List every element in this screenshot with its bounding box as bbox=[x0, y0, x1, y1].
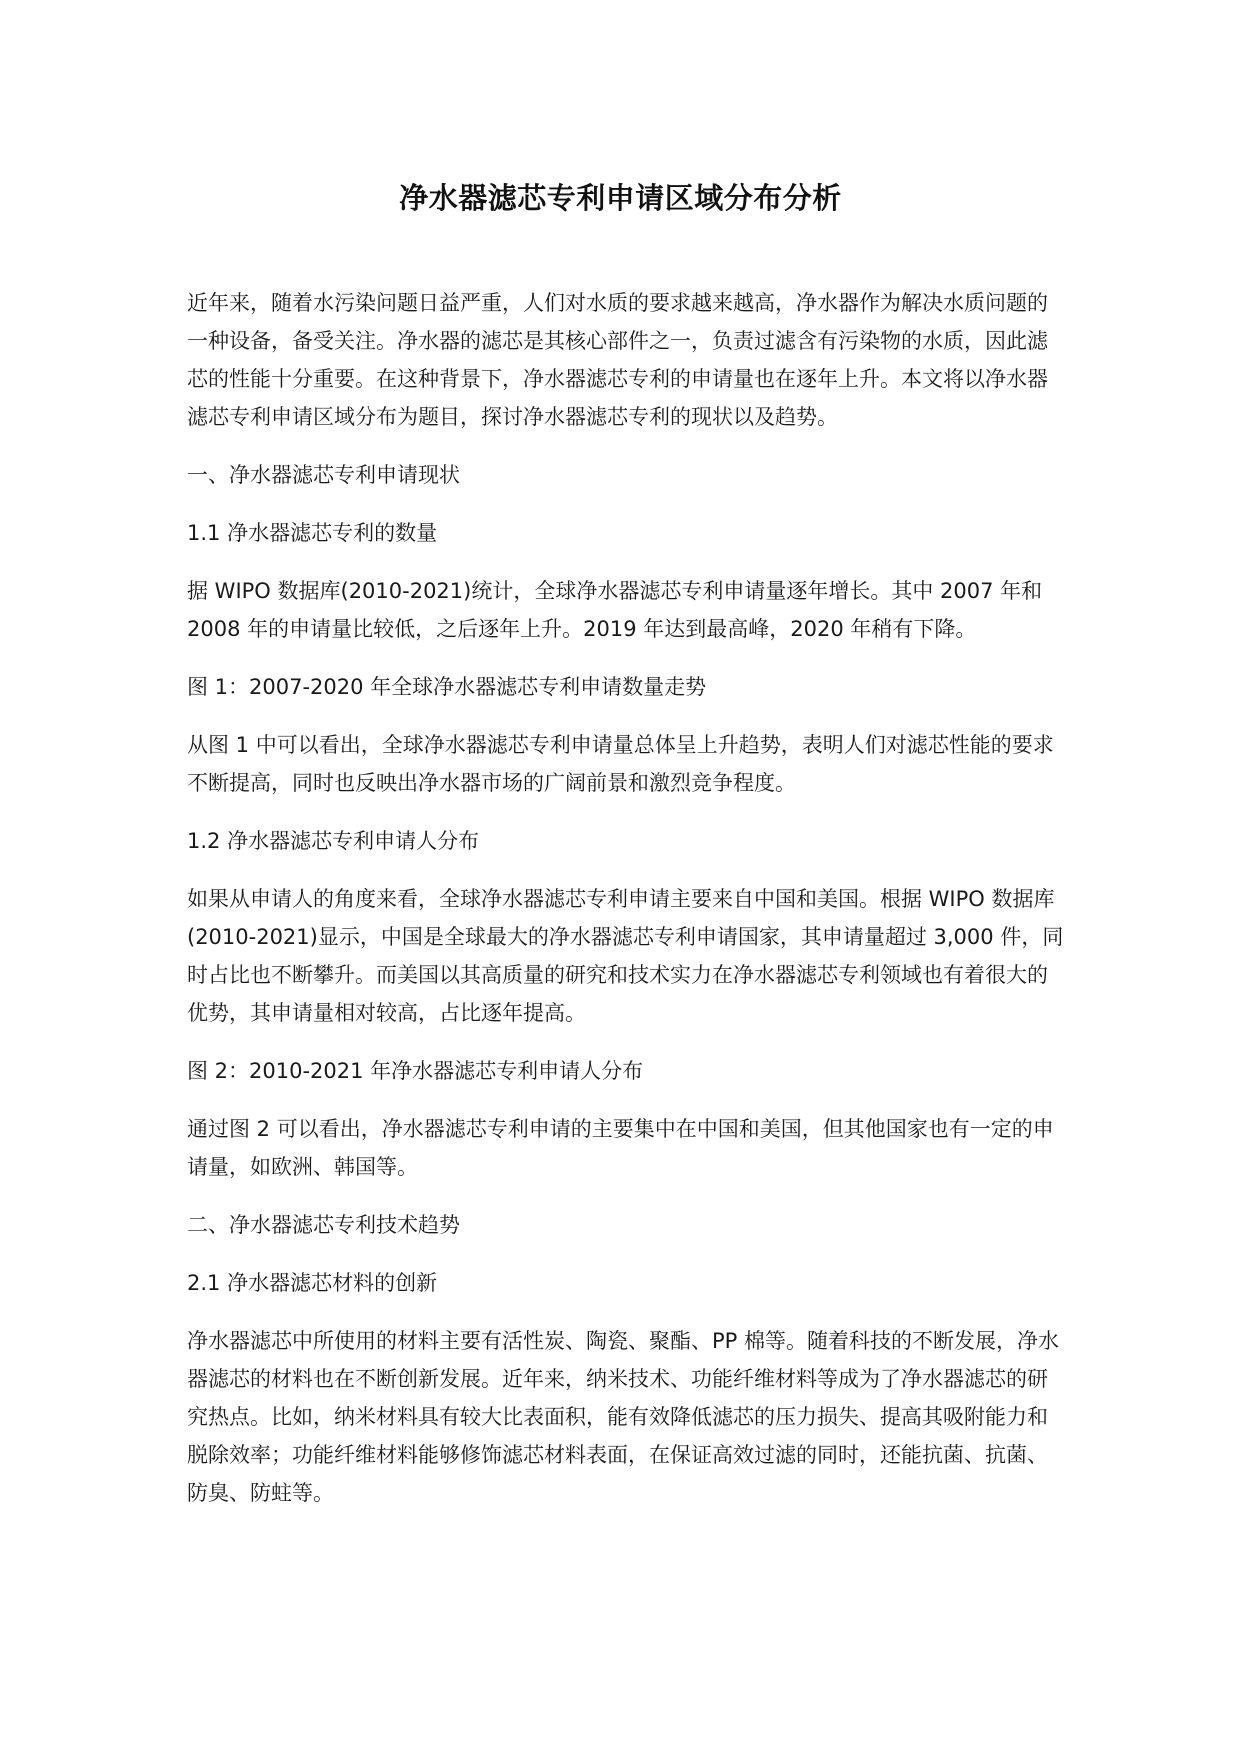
subsection-heading-1-2: 1.2 净水器滤芯专利申请人分布 bbox=[187, 829, 480, 853]
document-title: 净水器滤芯专利申请区域分布分析 bbox=[399, 181, 842, 215]
section-heading-1: 一、净水器滤芯专利申请现状 bbox=[187, 463, 460, 487]
subsection-heading-2-1: 2.1 净水器滤芯材料的创新 bbox=[187, 1271, 438, 1295]
paragraph-figure-1-analysis: 从图 1 中可以看出，全球净水器滤芯专利申请量总体呈上升趋势，表明人们对滤芯性能的要求不断提高，同时也反映出净水器市场的广阔前景和激烈竞争程度。 bbox=[187, 733, 1054, 795]
paragraph-applicant-distribution: 如果从申请人的角度来看，全球净水器滤芯专利申请主要来自中国和美国。根据 WIPO 数据库(2010-2021)显示，中国是全球最大的净水器滤芯专利申请国家，其申请量超过 3,000 件，同时占比也不断攀升。而美国以其高质量的研究和技术实力在净水器滤芯专利领域也有着很大的优势，其申请量相对较高，占比逐年提高。 bbox=[187, 887, 1064, 1025]
intro-paragraph: 近年来，随着水污染问题日益严重，人们对水质的要求越来越高，净水器作为解决水质问题的一种设备，备受关注。净水器的滤芯是其核心部件之一，负责过滤含有污染物的水质，因此滤芯的性能十分重要。在这种背景下，净水器滤芯专利的申请量也在逐年上升。本文将以净水器滤芯专利申请区域分布为题目，探讨净水器滤芯专利的现状以及趋势。 bbox=[187, 291, 1048, 429]
paragraph-figure-2-analysis: 通过图 2 可以看出，净水器滤芯专利申请的主要集中在中国和美国，但其他国家也有一定的申请量，如欧洲、韩国等。 bbox=[187, 1117, 1054, 1179]
paragraph-material-innovation: 净水器滤芯中所使用的材料主要有活性炭、陶瓷、聚酯、PP 棉等。随着科技的不断发展，净水器滤芯的材料也在不断创新发展。近年来，纳米技术、功能纤维材料等成为了净水器滤芯的研究热点。比如，纳米材料具有较大比表面积，能有效降低滤芯的压力损失、提高其吸附能力和脱除效率；功能纤维材料能够修饰滤芯材料表面，在保证高效过滤的同时，还能抗菌、抗菌、防臭、防蛀等。 bbox=[187, 1329, 1059, 1505]
paragraph-patent-count: 据 WIPO 数据库(2010-2021)统计，全球净水器滤芯专利申请量逐年增长。其中 2007 年和 2008 年的申请量比较低，之后逐年上升。2019 年达到最高峰，2020 年稍有下降。 bbox=[187, 579, 1043, 641]
figure-caption-1: 图 1：2007-2020 年全球净水器滤芯专利申请数量走势 bbox=[187, 675, 707, 699]
figure-caption-2: 图 2：2010-2021 年净水器滤芯专利申请人分布 bbox=[187, 1059, 644, 1083]
document-body bbox=[187, 284, 1065, 1532]
section-heading-2: 二、净水器滤芯专利技术趋势 bbox=[187, 1213, 460, 1237]
subsection-heading-1-1: 1.1 净水器滤芯专利的数量 bbox=[187, 521, 438, 545]
